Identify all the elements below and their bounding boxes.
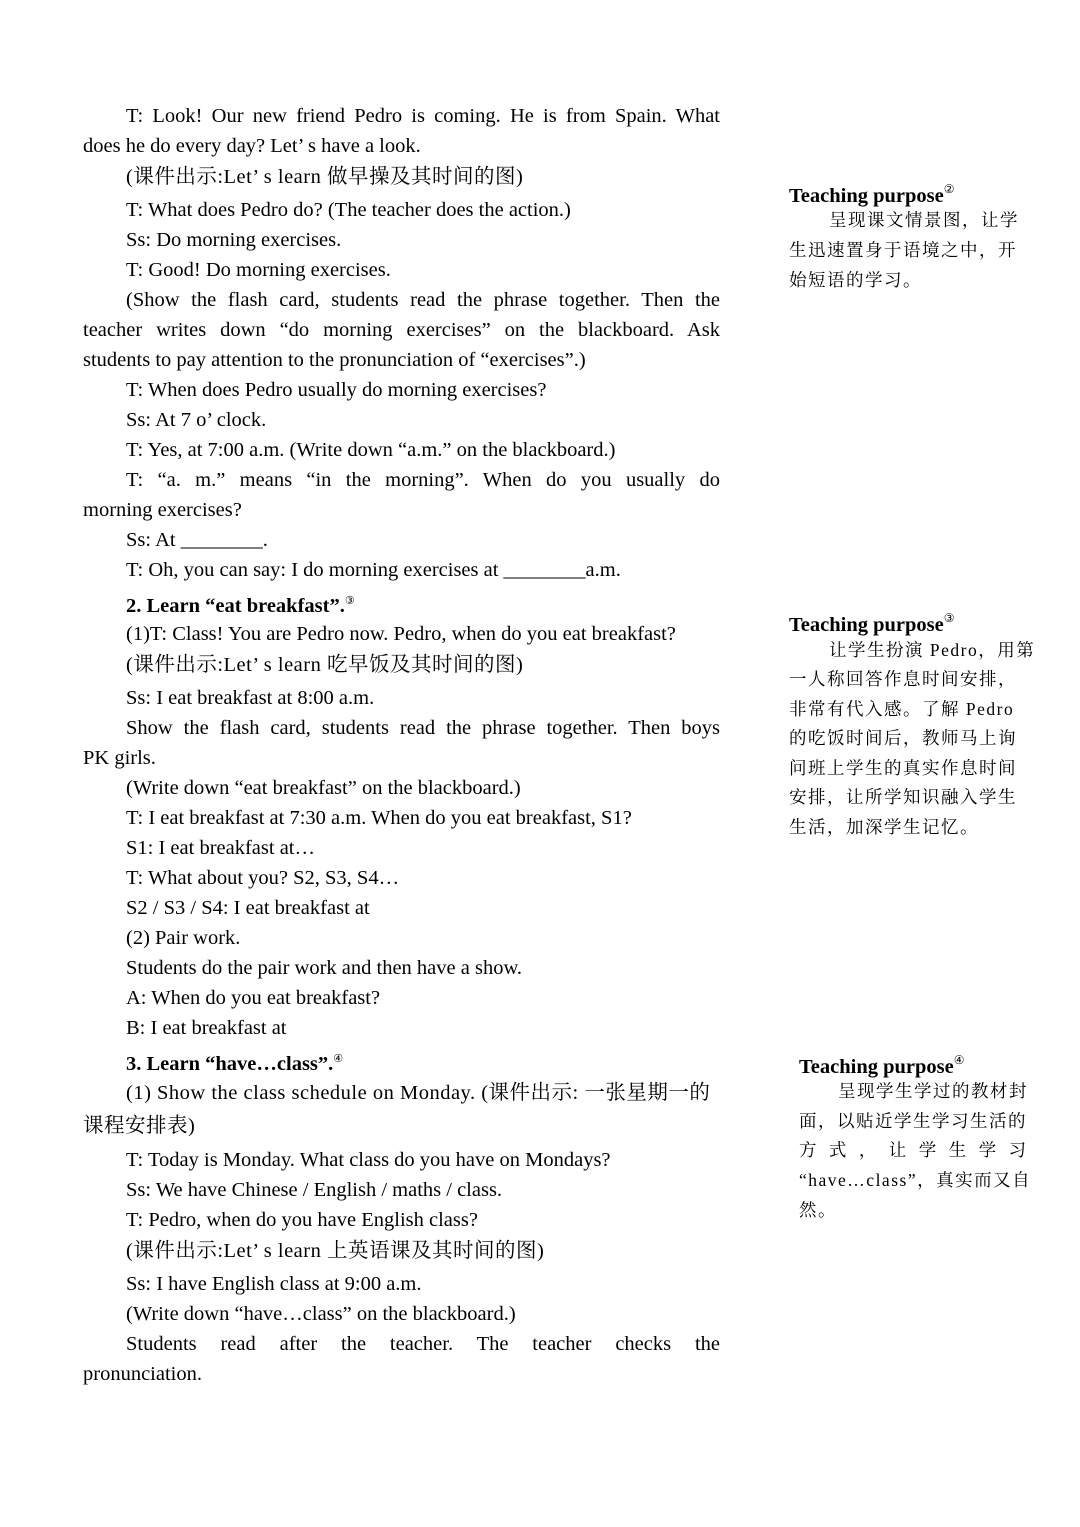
footnote-ref: ③	[943, 611, 955, 625]
note-line: 呈现课文情景图，让学	[829, 210, 1019, 230]
text-line: teacher writes down “do morning exercises” on the blackboard. Ask	[83, 319, 720, 341]
text-line: Ss: Do morning exercises.	[126, 229, 342, 251]
text-line: Ss: At ________.	[126, 529, 268, 551]
note-line: 非常有代入感。了解 Pedro	[789, 699, 1015, 719]
note-line: 问班上学生的真实作息时间	[789, 758, 1017, 778]
note-heading	[799, 1046, 965, 1081]
text-line: pronunciation.	[83, 1363, 202, 1385]
text-line: T: Look! Our new friend Pedro is coming. He is from Spain. What	[126, 105, 720, 127]
footnote-ref: ④	[333, 1053, 344, 1065]
note-line: 面，以贴近学生学习生活的	[799, 1111, 1027, 1131]
note-heading-text: Teaching purpose	[789, 185, 944, 207]
note-line: 让学生扮演 Pedro，用第	[829, 640, 1036, 660]
section-heading-text: 2. Learn “eat breakfast”.	[126, 595, 345, 617]
text-line: (课件出示:Let’ s learn 上英语课及其时间的图)	[126, 1240, 545, 1262]
text-line: (1) Show the class schedule on Monday. (课件出示: 一张星期一的	[126, 1082, 711, 1104]
text-line: (2) Pair work.	[126, 927, 241, 949]
text-line: T: Yes, at 7:00 a.m. (Write down “a.m.” on the blackboard.)	[126, 439, 616, 461]
text-line: T: Today is Monday. What class do you have on Mondays?	[126, 1149, 611, 1171]
note-heading	[789, 604, 955, 639]
text-line: T: Good! Do morning exercises.	[126, 259, 391, 281]
text-line: S1: I eat breakfast at…	[126, 837, 315, 859]
text-line: T: I eat breakfast at 7:30 a.m. When do you eat breakfast, S1?	[126, 807, 632, 829]
text-line: Students read after the teacher. The teacher checks the	[126, 1333, 720, 1355]
text-line: (Show the flash card, students read the phrase together. Then the	[126, 289, 720, 311]
text-line: T: Oh, you can say: I do morning exercises at ________a.m.	[126, 559, 621, 581]
text-line: students to pay attention to the pronunciation of “exercises”.)	[83, 349, 586, 371]
text-line: (1)T: Class! You are Pedro now. Pedro, when do you eat breakfast?	[126, 623, 676, 645]
note-line: 呈现学生学过的教材封	[838, 1081, 1028, 1101]
text-line: Students do the pair work and then have a show.	[126, 957, 523, 979]
text-line: Ss: I have English class at 9:00 a.m.	[126, 1273, 422, 1295]
text-line: T: What does Pedro do? (The teacher does the action.)	[126, 199, 571, 221]
footnote-ref: ③	[344, 595, 355, 607]
text-line: Ss: We have Chinese / English / maths / class.	[126, 1179, 503, 1201]
text-line: (课件出示:Let’ s learn 吃早饭及其时间的图)	[126, 654, 524, 676]
section-heading-text: 3. Learn “have…class”.	[126, 1053, 334, 1075]
text-line: 课程安排表)	[83, 1115, 196, 1137]
note-line: 安排，让所学知识融入学生	[789, 787, 1017, 807]
text-line: morning exercises?	[83, 499, 242, 521]
footnote-ref: ④	[953, 1053, 965, 1067]
text-line: Ss: I eat breakfast at 8:00 a.m.	[126, 687, 375, 709]
note-line: “have…class”，真实而又自	[799, 1170, 1032, 1190]
text-line: PK girls.	[83, 747, 156, 769]
text-line: (Write down “have…class” on the blackboard.)	[126, 1303, 516, 1325]
text-line: (课件出示:Let’ s learn 做早操及其时间的图)	[126, 166, 524, 188]
text-line: T: When does Pedro usually do morning exercises?	[126, 379, 547, 401]
section-heading	[126, 586, 720, 621]
note-line: 的吃饭时间后，教师马上询	[789, 728, 1017, 748]
note-line: 始短语的学习。	[789, 270, 922, 290]
text-line: does he do every day? Let’ s have a look.	[83, 135, 421, 157]
text-line: Ss: At 7 o’ clock.	[126, 409, 267, 431]
note-heading-text: Teaching purpose	[799, 1056, 954, 1078]
text-line: T: What about you? S2, S3, S4…	[126, 867, 400, 889]
section-heading	[126, 1044, 720, 1079]
text-line: (Write down “eat breakfast” on the blackboard.)	[126, 777, 521, 799]
text-line: T: “a. m.” means “in the morning”. When do you usually do	[126, 469, 720, 491]
note-line: 生活，加深学生记忆。	[789, 817, 979, 837]
note-line: 一人称回答作息时间安排，	[789, 669, 1017, 689]
note-line: 然。	[799, 1200, 837, 1220]
text-line: B: I eat breakfast at	[126, 1017, 287, 1039]
footnote-ref: ②	[943, 182, 955, 196]
text-line: Show the flash card, students read the phrase together. Then boys	[126, 717, 720, 739]
note-heading	[789, 175, 955, 210]
note-heading-text: Teaching purpose	[789, 614, 944, 636]
text-line: S2 / S3 / S4: I eat breakfast at	[126, 897, 370, 919]
note-line: 生迅速置身于语境之中，开	[789, 240, 1017, 260]
text-line: T: Pedro, when do you have English class?	[126, 1209, 478, 1231]
note-line: 方 式 ， 让 学 生 学 习	[799, 1140, 1027, 1160]
text-line: A: When do you eat breakfast?	[126, 987, 381, 1009]
